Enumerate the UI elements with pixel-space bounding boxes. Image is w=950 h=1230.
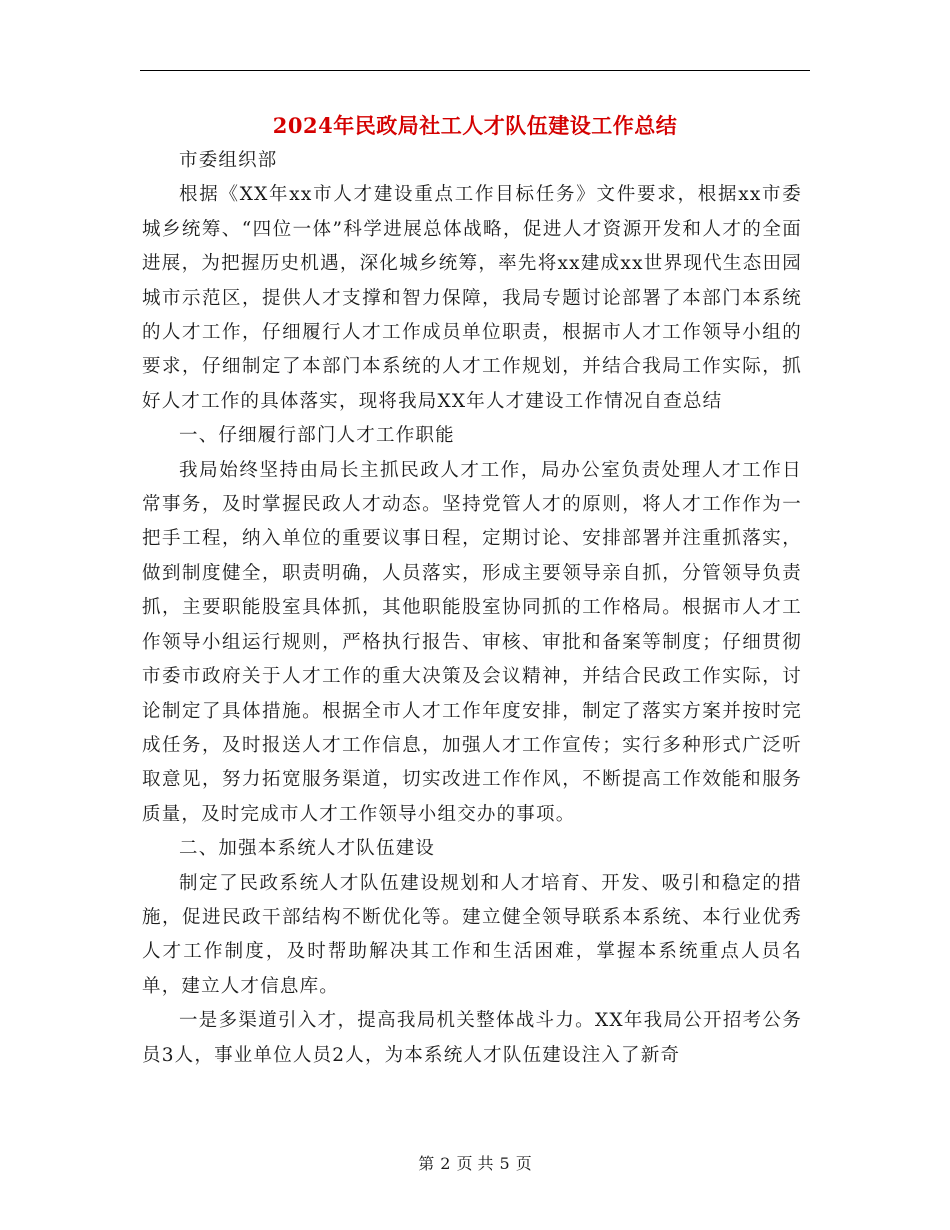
paragraph-section-1: 我局始终坚持由局长主抓民政人才工作，局办公室负责处理人才工作日常事务，及时掌握民政人才动态。坚持党管人才的原则，将人才工作作为一把手工程，纳入单位的重要议事日程，定期讨论、安排部署并注重抓落实，做到制度健全，职责明确，人员落实，形成主要领导亲自抓，分管领导负责抓，主要职能股室具体抓，其他职能股室协同抓的工作格局。根据市人才工作领导小组运行规则，严格执行报告、审核、审批和备案等制度；仔细贯彻市委市政府关于人才工作的重大决策及会议精神，并结合民政工作实际，讨论制定了具体措施。根据全市人才工作年度安排，制定了落实方案并按时完成任务，及时报送人才工作信息，加强人才工作宣传；实行多种形式广泛听取意见，努力拓宽服务渠道，切实改进工作作风，不断提高工作效能和服务质量，及时完成市人才工作领导小组交办的事项。 [142, 459, 802, 825]
section-heading-1: 一、仔细履行部门人才工作职能 [179, 425, 455, 447]
footer-page-number: 2 [440, 1154, 451, 1173]
footer-suffix: 页 [515, 1154, 532, 1173]
footer-total-pages: 5 [499, 1154, 510, 1173]
paragraph-addressee: 市委组织部 [179, 150, 278, 171]
footer-prefix: 第 [418, 1154, 435, 1173]
section-heading-2: 二、加强本系统人才队伍建设 [179, 838, 436, 860]
paragraph-intro: 根据《XX年xx市人才建设重点工作目标任务》文件要求，根据xx市委城乡统筹、“四位一体”科学进展总体战略，促进人才资源开发和人才的全面进展，为把握历史机遇，深化城乡统筹，率先将xx建成xx世界现代生态田园城市示范区，提供人才支撑和智力保障，我局专题讨论部署了本部门本系统的人才工作，仔细履行人才工作成员单位职责，根据市人才工作领导小组的要求，仔细制定了本部门本系统的人才工作规划，并结合我局工作实际，抓好人才工作的具体落实，现将我局XX年人才建设工作情况自查总结 [142, 184, 802, 412]
paragraph-point-1: 一是多渠道引入才，提高我局机关整体战斗力。XX年我局公开招考公务员3人，事业单位人员2人，为本系统人才队伍建设注入了新奇 [142, 1010, 802, 1066]
page-footer [0, 1152, 950, 1176]
document-title: 2024年民政局社工人才队伍建设工作总结 [272, 113, 678, 138]
footer-mid: 页 共 [456, 1154, 494, 1173]
document-body [142, 144, 802, 1073]
header-rule [140, 70, 810, 71]
paragraph-section-2: 制定了民政系统人才队伍建设规划和人才培育、开发、吸引和稳定的措施，促进民政干部结构不断优化等。建立健全领导联系本系统、本行业优秀人才工作制度，及时帮助解决其工作和生活困难，掌握本系统重点人员名单，建立人才信息库。 [142, 872, 802, 997]
